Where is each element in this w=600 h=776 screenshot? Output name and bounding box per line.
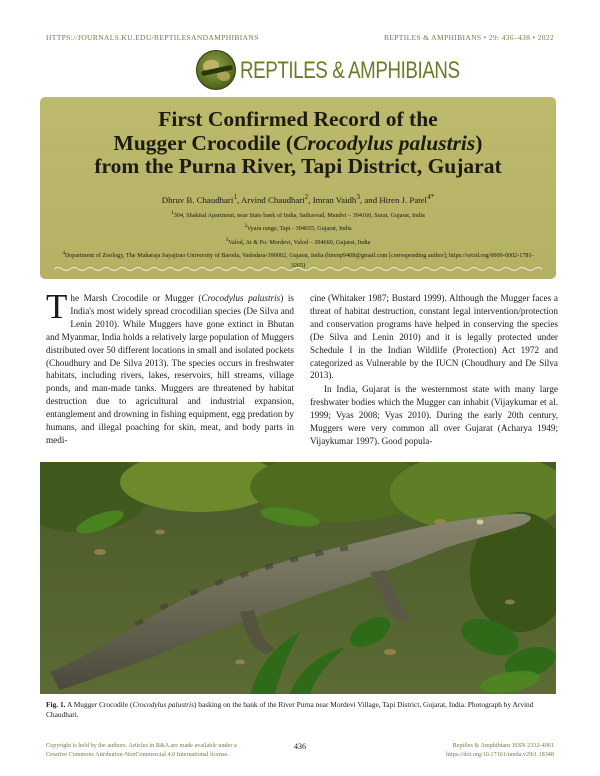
journal-logo-globe-crocodile-icon [196, 50, 236, 90]
affiliations [60, 208, 536, 271]
body-paragraph: cine (Whitaker 1987; Bustard 1999). Although the Mugger faces a threat of habitat destruction, constant legal intervention/protection and conservation programs have helped in conserving the species (De Silva and Lenin 2010) and it is legally protected under Schedule I in the Indian Wildlife (Protection) Act 1972 and categorized as Vulnerable by the IUCN (Choudhury and De Silva 2013). [310, 293, 558, 381]
article-title [40, 108, 556, 179]
author-name: Hiren J. Patel [379, 194, 427, 205]
citation-info: REPTILES & AMPHIBIANS • 29: 436–438 • 2022 [383, 33, 554, 42]
author-name: Arvind Chaudhari [240, 194, 305, 205]
figure-caption: Fig. 1. A Mugger Crocodile (Crocodylus palustris) basking on the bank of the River Purna near Mordevi Village, Tapi District, Gujarat, India. Photograph by Arvind Chaudhari. [46, 700, 534, 720]
body-paragraph: In India, Gujarat is the westernmost state with many large freshwater bodies which the Mugger can inhabit (Vijaykumar et al. 1999; Vyas 2008; Vyas 2010). During the early 20th century, Muggers were very common all over Gujarat (Acharya 1949; Vijaykumar 1997). Good popula- [310, 384, 558, 446]
drop-cap: T [46, 287, 68, 326]
issn: Reptiles & Amphibians ISSN 2332-4961 [452, 742, 554, 749]
page-number: 436 [294, 742, 306, 751]
body-column-right [310, 292, 558, 448]
running-head [46, 33, 554, 45]
title-line-2: Mugger Crocodile (Crocodylus palustris) [113, 130, 483, 155]
title-line-3: from the Purna River, Tapi District, Gujarat [94, 154, 502, 178]
body-column-left [46, 287, 294, 447]
figure-label: Fig. 1. [46, 700, 66, 709]
journal-url[interactable]: HTTPS://JOURNALS.KU.EDU/REPTILESANDAMPHIBIANS [46, 33, 259, 42]
title-line-1: First Confirmed Record of the [158, 107, 438, 131]
author-name: Dhruv B. Chaudhari [161, 194, 234, 205]
affiliation-item: $^4$Department of Zoology, The Maharaja Sayajirao University of Baroda, Vadodara-390002, Gujarat, India (hirenp9408@gmail.com [corresponding author]; https://orcid.org/0000-0002-1781-3265) [62, 249, 534, 270]
crocodile-photo-illustration [40, 462, 556, 694]
footer-copyright: Copyright is held by the authors. Articles in R&A are made available under a Creative Commons Attribution-NonCommercial 4.0 International license. [46, 742, 256, 759]
affiliation-item: $^3$Valod, At & Po: Mordevi, Valod – 394660, Gujarat, India [225, 236, 371, 246]
footer-journal-info [380, 742, 554, 759]
wavy-divider [54, 266, 542, 272]
author-list: Dhruv B. Chaudhari$^1$, Arvind Chaudhari$^2$, Imran Vaidh$^3$, and Hiren J. Patel$^{4*}$ [161, 192, 435, 205]
doi-link[interactable]: https://doi.org/10.17161/randa.v29i1.18348 [446, 750, 554, 758]
license-link[interactable]: Creative Commons Attribution-NonCommercial 4.0 International license. [46, 750, 229, 758]
affiliation-item: $^1$304, Shakital Apartment, near State bank of India, Sathavrad, Mandvi – 394160, Surat, Gujarat, India [171, 210, 425, 220]
figure-photo-mugger-crocodile [40, 462, 556, 694]
journal-name: REPTILES & AMPHIBIANS [240, 57, 460, 84]
affiliation-item: $^2$Vyara range, Tapi - 394655, Gujarat, India [244, 223, 352, 233]
author-name: Imran Vaidh [312, 194, 357, 205]
body-paragraph: The Marsh Crocodile or Mugger (Crocodylus palustris) is India's most widely spread crocodilian species (De Silva and Lenin 2010). While Muggers have gone extinct in Bhutan and Myanmar, India holds a relatively large population of Muggers distributed over 50 different locations in small and isolated pockets (Choudhury and De Silva 2013). The species occurs in freshwater habitats, including rivers, lakes, reservoirs, hill streams, village ponds, and man-made tanks. Muggers are threatened by habitat destruction due to agricultural and industrial expansion, entanglement and drowning in fishing equipment, egg predation by humans, and illegal poaching for skin, meat, and body parts in medi- [46, 287, 294, 445]
title-species: Crocodylus palustris [293, 130, 476, 155]
